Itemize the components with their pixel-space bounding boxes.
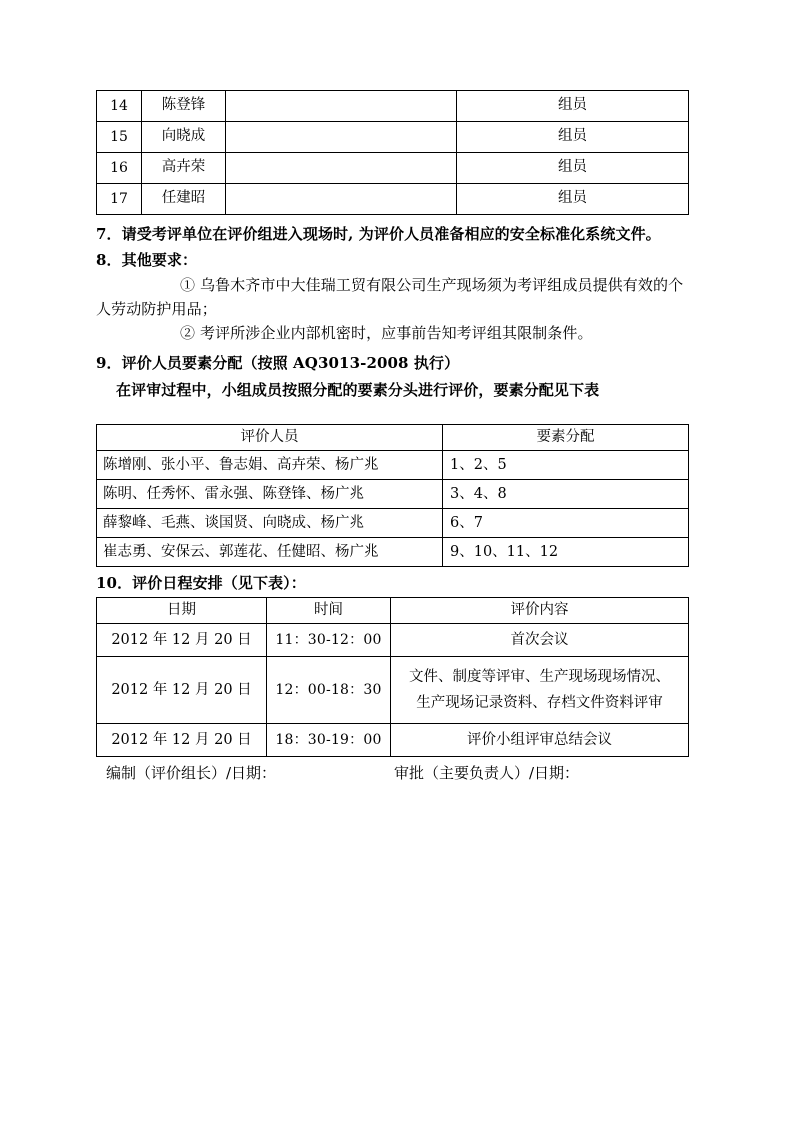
- table-row: [97, 538, 689, 567]
- table-row: [97, 624, 689, 657]
- members-table: [96, 90, 689, 215]
- schedule-content-line-2: 生产现场记录资料、存档文件资料评审: [416, 695, 663, 712]
- table-row: [97, 153, 689, 184]
- table-row: [97, 451, 689, 480]
- assessor-names: 崔志勇、安保云、郭莲花、任健昭、杨广兆: [97, 538, 443, 567]
- schedule-content: 首次会议: [391, 624, 689, 657]
- assessor-names: 陈增刚、张小平、鲁志娟、高卉荣、杨广兆: [97, 451, 443, 480]
- member-blank: [226, 91, 457, 122]
- member-no: 16: [97, 153, 142, 184]
- section-8-sub-1: ① 乌鲁木齐市中大佳瑞工贸有限公司生产现场须为考评组成员提供有效的个人劳动防护用品；: [96, 275, 684, 318]
- column-header-elements: 要素分配: [443, 425, 689, 451]
- member-role: 组员: [457, 91, 689, 122]
- column-header-people: 评价人员: [97, 425, 443, 451]
- prepared-by-label: 编制（评价组长）/日期：: [106, 764, 277, 783]
- member-role: 组员: [457, 122, 689, 153]
- element-assignment-table: [96, 424, 689, 567]
- section-9-title: 9．评价人员要素分配（按照 AQ3013-2008 执行）: [96, 354, 460, 373]
- section-10-title: 10．评价日程安排（见下表）：: [96, 574, 306, 593]
- assessor-names: 薛黎峰、毛燕、谈国贤、向晓成、杨广兆: [97, 509, 443, 538]
- member-blank: [226, 153, 457, 184]
- section-9-subtitle: 在评审过程中，小组成员按照分配的要素分头进行评价，要素分配见下表: [116, 380, 600, 399]
- table-header-row: [97, 425, 689, 451]
- schedule-content: 评价小组评审总结会议: [391, 724, 689, 757]
- schedule-time: 18：30-19：00: [267, 724, 391, 757]
- signature-row: [96, 762, 696, 785]
- table-row: [97, 480, 689, 509]
- table-row: [97, 91, 689, 122]
- member-role: 组员: [457, 153, 689, 184]
- table-row: [97, 657, 689, 724]
- member-no: 14: [97, 91, 142, 122]
- document-content: [96, 90, 696, 785]
- member-blank: [226, 184, 457, 215]
- table-header-row: [97, 598, 689, 624]
- member-name: 陈登锋: [142, 91, 226, 122]
- section-8-sub-2: ② 考评所涉企业内部机密时，应事前告知考评组其限制条件。: [180, 324, 593, 343]
- member-name: 高卉荣: [142, 153, 226, 184]
- schedule-table: [96, 597, 689, 757]
- column-header-content: 评价内容: [391, 598, 689, 624]
- schedule-date: 2012 年 12 月 20 日: [97, 724, 267, 757]
- table-row: [97, 724, 689, 757]
- assigned-elements: 1、2、5: [443, 451, 689, 480]
- assigned-elements: 3、4、8: [443, 480, 689, 509]
- spacer: [96, 402, 696, 424]
- member-role: 组员: [457, 184, 689, 215]
- assessor-names: 陈明、任秀怀、雷永强、陈登锋、杨广兆: [97, 480, 443, 509]
- member-name: 任建昭: [142, 184, 226, 215]
- assigned-elements: 6、7: [443, 509, 689, 538]
- member-no: 17: [97, 184, 142, 215]
- section-8-title: 8．其他要求：: [96, 251, 198, 270]
- table-row: [97, 509, 689, 538]
- column-header-time: 时间: [267, 598, 391, 624]
- table-row: [97, 122, 689, 153]
- table-row: [97, 184, 689, 215]
- schedule-time: 12：00-18：30: [267, 657, 391, 724]
- schedule-time: 11：30-12：00: [267, 624, 391, 657]
- column-header-date: 日期: [97, 598, 267, 624]
- section-7-text: 7．请受考评单位在评价组进入现场时, 为评价人员准备相应的安全标准化系统文件。: [96, 225, 661, 243]
- member-no: 15: [97, 122, 142, 153]
- approved-by-label: 审批（主要负责人）/日期：: [394, 764, 580, 783]
- schedule-content-line-1: 文件、制度等评审、生产现场现场情况、: [409, 668, 670, 685]
- member-blank: [226, 122, 457, 153]
- schedule-content: [391, 657, 689, 724]
- schedule-date: 2012 年 12 月 20 日: [97, 657, 267, 724]
- member-name: 向晓成: [142, 122, 226, 153]
- assigned-elements: 9、10、11、12: [443, 538, 689, 567]
- schedule-date: 2012 年 12 月 20 日: [97, 624, 267, 657]
